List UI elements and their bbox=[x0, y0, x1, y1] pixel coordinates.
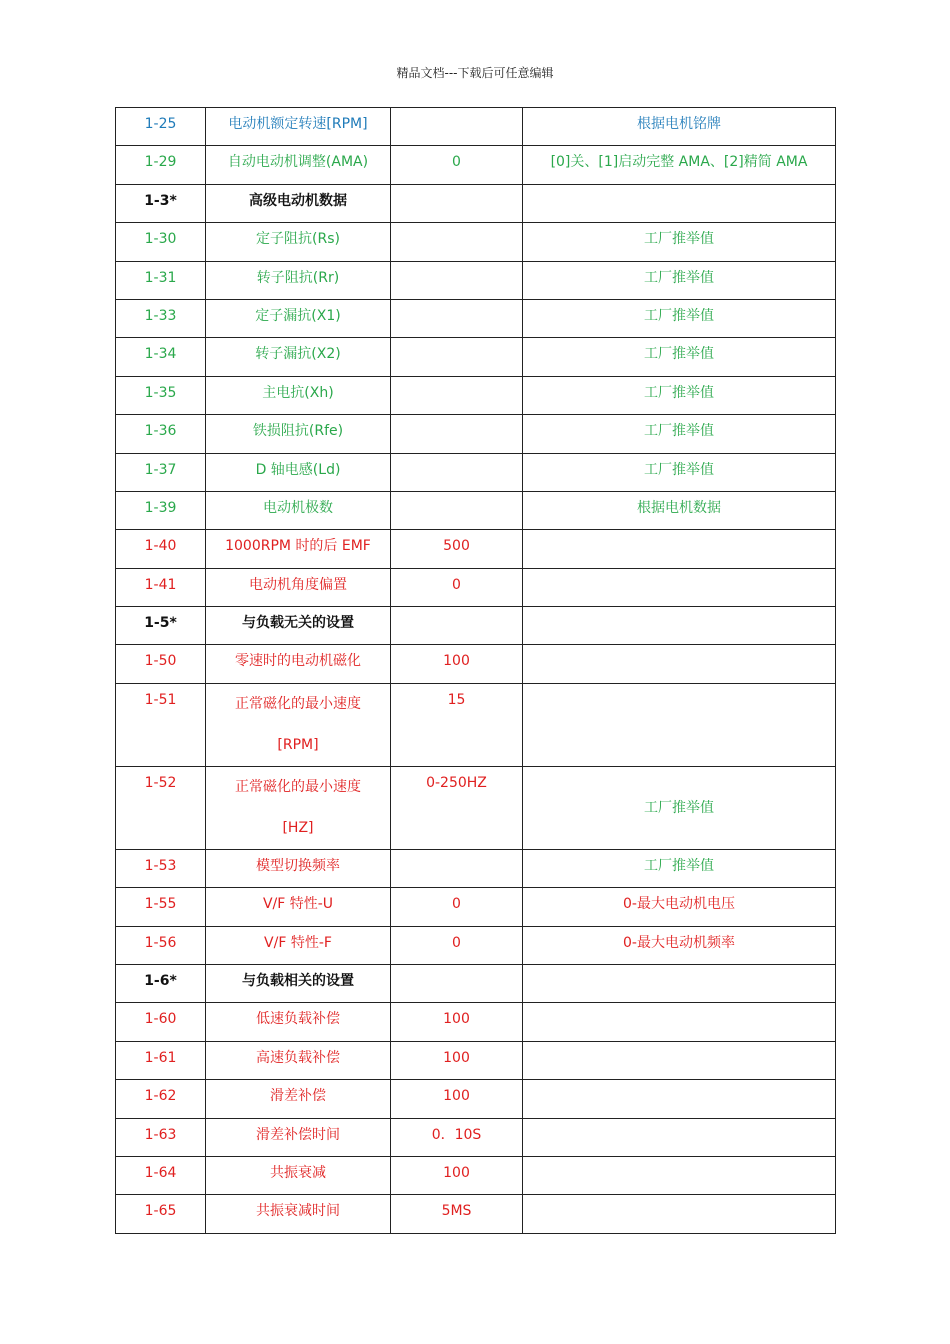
code-text: 1-62 bbox=[144, 1088, 177, 1105]
value-text bbox=[391, 965, 522, 971]
value-text: 0．10S bbox=[431, 1126, 482, 1143]
range-cell bbox=[523, 108, 836, 146]
name2-text: [RPM] bbox=[277, 736, 319, 753]
range-cell bbox=[523, 1156, 836, 1194]
name-text: 自动电动机调整(AMA) bbox=[227, 154, 369, 171]
code-cell bbox=[116, 965, 206, 1003]
name-text: 正常磁化的最小速度 bbox=[235, 778, 361, 795]
code-text: 1-51 bbox=[144, 691, 177, 708]
code-cell bbox=[116, 261, 206, 299]
range-text bbox=[523, 569, 835, 575]
code-text: 1-55 bbox=[144, 896, 177, 913]
table-row bbox=[116, 1118, 836, 1156]
value-text bbox=[391, 108, 522, 114]
value-cell bbox=[391, 184, 523, 222]
table-row bbox=[116, 491, 836, 529]
value-text: 0 bbox=[452, 934, 461, 951]
value-cell bbox=[391, 1118, 523, 1156]
table-row bbox=[116, 338, 836, 376]
code-cell bbox=[116, 926, 206, 964]
page-header: 精品文档---下载后可任意编辑 bbox=[396, 66, 554, 80]
range-text: 0-最大电动机频率 bbox=[623, 934, 735, 951]
code-text: 1-6* bbox=[144, 973, 177, 990]
value-cell bbox=[391, 766, 523, 849]
code-text: 1-30 bbox=[144, 231, 177, 248]
value-cell bbox=[391, 376, 523, 414]
code-cell bbox=[116, 1118, 206, 1156]
name-cell bbox=[206, 766, 391, 849]
value-text bbox=[391, 377, 522, 383]
name-cell bbox=[206, 376, 391, 414]
table-row bbox=[116, 184, 836, 222]
table-row bbox=[116, 1041, 836, 1079]
range-cell bbox=[523, 888, 836, 926]
range-text: 工厂推举值 bbox=[644, 423, 714, 440]
code-cell bbox=[116, 184, 206, 222]
value-cell bbox=[391, 1195, 523, 1233]
value-cell bbox=[391, 849, 523, 887]
value-text bbox=[391, 262, 522, 268]
value-text: 100 bbox=[443, 1011, 470, 1028]
range-text bbox=[523, 1157, 835, 1163]
range-cell bbox=[523, 568, 836, 606]
code-text: 1-5* bbox=[144, 615, 177, 632]
range-text bbox=[523, 1042, 835, 1048]
code-cell bbox=[116, 568, 206, 606]
code-text: 1-34 bbox=[144, 346, 177, 363]
code-text: 1-64 bbox=[144, 1164, 177, 1181]
value-text bbox=[391, 338, 522, 344]
table-row bbox=[116, 607, 836, 645]
value-cell bbox=[391, 568, 523, 606]
code-text: 1-25 bbox=[144, 116, 177, 132]
code-cell bbox=[116, 849, 206, 887]
table-row bbox=[116, 261, 836, 299]
range-cell bbox=[523, 849, 836, 887]
value-cell bbox=[391, 1080, 523, 1118]
code-text: 1-56 bbox=[144, 934, 177, 951]
name-cell bbox=[206, 1118, 391, 1156]
range-cell bbox=[523, 683, 836, 766]
range-text: 工厂推举值 bbox=[644, 857, 714, 874]
table-row bbox=[116, 965, 836, 1003]
value-cell bbox=[391, 1003, 523, 1041]
value-text bbox=[391, 300, 522, 306]
name-text: 滑差补偿时间 bbox=[256, 1126, 340, 1143]
name-cell bbox=[206, 683, 391, 766]
table-row bbox=[116, 1156, 836, 1194]
code-cell bbox=[116, 645, 206, 683]
value-cell bbox=[391, 453, 523, 491]
range-cell bbox=[523, 184, 836, 222]
name-cell bbox=[206, 1080, 391, 1118]
code-text: 1-29 bbox=[144, 154, 177, 171]
value-text: 0-250HZ bbox=[426, 774, 487, 791]
name-text: 与负载无关的设置 bbox=[242, 615, 354, 632]
range-text bbox=[523, 185, 835, 191]
range-cell bbox=[523, 1195, 836, 1233]
code-cell bbox=[116, 766, 206, 849]
table-row bbox=[116, 1080, 836, 1118]
range-cell bbox=[523, 1041, 836, 1079]
code-cell bbox=[116, 108, 206, 146]
name-text: 与负载相关的设置 bbox=[242, 973, 354, 990]
range-text bbox=[523, 1195, 835, 1201]
name-text: 零速时的电动机磁化 bbox=[235, 653, 361, 670]
table-row bbox=[116, 568, 836, 606]
range-cell bbox=[523, 376, 836, 414]
code-cell bbox=[116, 338, 206, 376]
code-text: 1-35 bbox=[144, 384, 177, 401]
code-text: 1-50 bbox=[144, 653, 177, 670]
code-cell bbox=[116, 223, 206, 261]
value-text bbox=[391, 454, 522, 460]
value-text: 100 bbox=[443, 1049, 470, 1066]
range-cell bbox=[523, 1003, 836, 1041]
table-row bbox=[116, 415, 836, 453]
value-cell bbox=[391, 607, 523, 645]
value-cell bbox=[391, 1156, 523, 1194]
name-cell bbox=[206, 1156, 391, 1194]
value-cell bbox=[391, 299, 523, 337]
name-cell bbox=[206, 1195, 391, 1233]
name-text: 电动机角度偏置 bbox=[249, 576, 347, 593]
value-text bbox=[391, 223, 522, 229]
name-text: 滑差补偿 bbox=[270, 1088, 326, 1105]
table-row bbox=[116, 1195, 836, 1233]
code-text: 1-3* bbox=[144, 192, 177, 209]
value-cell bbox=[391, 261, 523, 299]
code-cell bbox=[116, 530, 206, 568]
name-text: V/F 特性-F bbox=[264, 934, 332, 951]
value-text bbox=[391, 492, 522, 498]
value-cell bbox=[391, 1041, 523, 1079]
table-row bbox=[116, 223, 836, 261]
range-text bbox=[523, 530, 835, 536]
name-cell bbox=[206, 530, 391, 568]
name-text: 共振衰减时间 bbox=[256, 1203, 340, 1220]
value-cell bbox=[391, 926, 523, 964]
name-text: 电动机极数 bbox=[263, 499, 333, 516]
name-cell bbox=[206, 338, 391, 376]
range-text: 根据电机数据 bbox=[637, 499, 721, 516]
range-cell bbox=[523, 453, 836, 491]
value-cell bbox=[391, 888, 523, 926]
name-cell bbox=[206, 146, 391, 184]
name-cell bbox=[206, 261, 391, 299]
code-text: 1-33 bbox=[144, 307, 177, 324]
range-text: 0-最大电动机电压 bbox=[623, 896, 735, 913]
name-cell bbox=[206, 108, 391, 146]
range-text bbox=[523, 1119, 835, 1125]
value-text bbox=[391, 415, 522, 421]
name2-text: [HZ] bbox=[282, 819, 314, 836]
range-cell bbox=[523, 965, 836, 1003]
name-text: 转子阻抗(Rr) bbox=[256, 269, 340, 286]
table-row bbox=[116, 766, 836, 849]
range-cell bbox=[523, 1118, 836, 1156]
value-text bbox=[391, 850, 522, 856]
code-cell bbox=[116, 415, 206, 453]
code-cell bbox=[116, 491, 206, 529]
table-row bbox=[116, 146, 836, 184]
code-text: 1-65 bbox=[144, 1203, 177, 1220]
range-text: 工厂推举值 bbox=[644, 799, 714, 816]
code-cell bbox=[116, 146, 206, 184]
name-cell bbox=[206, 888, 391, 926]
table-row bbox=[116, 108, 836, 146]
name-text: 共振衰减 bbox=[270, 1164, 326, 1181]
name-cell bbox=[206, 491, 391, 529]
value-cell bbox=[391, 108, 523, 146]
code-text: 1-37 bbox=[144, 461, 177, 478]
range-cell bbox=[523, 415, 836, 453]
name-text: 高级电动机数据 bbox=[249, 192, 347, 209]
range-cell bbox=[523, 299, 836, 337]
table-row bbox=[116, 530, 836, 568]
name-text: 电动机额定转速[RPM] bbox=[228, 116, 368, 132]
value-text: 100 bbox=[443, 1164, 470, 1181]
table-row bbox=[116, 849, 836, 887]
range-text bbox=[523, 1080, 835, 1086]
name-cell bbox=[206, 1041, 391, 1079]
code-text: 1-61 bbox=[144, 1049, 177, 1066]
name-cell bbox=[206, 965, 391, 1003]
parameter-table bbox=[115, 107, 836, 1234]
range-text: 工厂推举值 bbox=[644, 231, 714, 248]
value-cell bbox=[391, 491, 523, 529]
value-text: 500 bbox=[443, 538, 470, 555]
value-text: 0 bbox=[452, 154, 461, 171]
value-cell bbox=[391, 146, 523, 184]
range-cell bbox=[523, 146, 836, 184]
name-cell bbox=[206, 645, 391, 683]
name-text: V/F 特性-U bbox=[262, 896, 334, 913]
name-cell bbox=[206, 223, 391, 261]
name-text: 模型切换频率 bbox=[256, 857, 340, 874]
table-row bbox=[116, 453, 836, 491]
name-cell bbox=[206, 607, 391, 645]
value-cell bbox=[391, 530, 523, 568]
name-cell bbox=[206, 1003, 391, 1041]
code-text: 1-31 bbox=[144, 269, 177, 286]
range-text bbox=[523, 607, 835, 613]
code-cell bbox=[116, 1156, 206, 1194]
code-text: 1-41 bbox=[144, 576, 177, 593]
name-cell bbox=[206, 299, 391, 337]
code-cell bbox=[116, 1041, 206, 1079]
value-text bbox=[391, 607, 522, 613]
range-cell bbox=[523, 530, 836, 568]
table-row bbox=[116, 376, 836, 414]
table-row bbox=[116, 645, 836, 683]
range-text: 根据电机铭牌 bbox=[637, 116, 721, 132]
range-cell bbox=[523, 338, 836, 376]
range-cell bbox=[523, 645, 836, 683]
name-text: 主电抗(Xh) bbox=[262, 384, 334, 401]
name-text: 正常磁化的最小速度 bbox=[235, 695, 361, 712]
range-text: 工厂推举值 bbox=[644, 461, 714, 478]
range-text: 工厂推举值 bbox=[644, 384, 714, 401]
code-cell bbox=[116, 1080, 206, 1118]
code-cell bbox=[116, 299, 206, 337]
range-cell bbox=[523, 607, 836, 645]
value-text bbox=[391, 185, 522, 191]
name-cell bbox=[206, 453, 391, 491]
range-cell bbox=[523, 1080, 836, 1118]
table-row bbox=[116, 888, 836, 926]
code-text: 1-60 bbox=[144, 1011, 177, 1028]
name-text: D 轴电感(Ld) bbox=[255, 461, 341, 478]
value-text: 100 bbox=[443, 1088, 470, 1105]
range-text: [0]关、[1]启动完整 AMA、[2]精简 AMA bbox=[550, 154, 808, 171]
name-text: 定子阻抗(Rs) bbox=[256, 231, 340, 248]
range-text: 工厂推举值 bbox=[644, 307, 714, 324]
name-text: 铁损阻抗(Rfe) bbox=[252, 423, 344, 440]
name-text: 低速负载补偿 bbox=[256, 1011, 340, 1028]
code-text: 1-52 bbox=[144, 774, 177, 791]
range-text bbox=[523, 645, 835, 651]
name-text: 转子漏抗(X2) bbox=[255, 346, 341, 363]
name-cell bbox=[206, 926, 391, 964]
value-cell bbox=[391, 683, 523, 766]
range-cell bbox=[523, 926, 836, 964]
name-text: 1000RPM 时的后 EMF bbox=[225, 538, 371, 555]
code-cell bbox=[116, 683, 206, 766]
value-cell bbox=[391, 338, 523, 376]
code-cell bbox=[116, 607, 206, 645]
parameter-table-body bbox=[116, 108, 836, 1234]
range-cell bbox=[523, 223, 836, 261]
code-text: 1-63 bbox=[144, 1126, 177, 1143]
range-text: 工厂推举值 bbox=[644, 346, 714, 363]
table-row bbox=[116, 926, 836, 964]
value-text: 0 bbox=[452, 896, 461, 913]
code-text: 1-39 bbox=[144, 499, 177, 516]
code-cell bbox=[116, 453, 206, 491]
name-text: 高速负载补偿 bbox=[256, 1049, 340, 1066]
range-text: 工厂推举值 bbox=[644, 269, 714, 286]
value-text: 5MS bbox=[441, 1203, 472, 1220]
name-cell bbox=[206, 184, 391, 222]
code-text: 1-40 bbox=[144, 538, 177, 555]
name-cell bbox=[206, 415, 391, 453]
value-cell bbox=[391, 415, 523, 453]
code-text: 1-36 bbox=[144, 423, 177, 440]
range-cell bbox=[523, 261, 836, 299]
value-cell bbox=[391, 965, 523, 1003]
value-text: 100 bbox=[443, 653, 470, 670]
name-text: 定子漏抗(X1) bbox=[255, 307, 341, 324]
range-cell bbox=[523, 491, 836, 529]
value-text: 0 bbox=[452, 576, 461, 593]
range-text bbox=[523, 965, 835, 971]
value-text: 15 bbox=[447, 691, 466, 708]
code-cell bbox=[116, 888, 206, 926]
code-text: 1-53 bbox=[144, 857, 177, 874]
range-text bbox=[523, 1003, 835, 1009]
table-row bbox=[116, 1003, 836, 1041]
value-cell bbox=[391, 223, 523, 261]
table-row bbox=[116, 299, 836, 337]
name-cell bbox=[206, 849, 391, 887]
code-cell bbox=[116, 1195, 206, 1233]
name-cell bbox=[206, 568, 391, 606]
code-cell bbox=[116, 376, 206, 414]
value-cell bbox=[391, 645, 523, 683]
range-cell bbox=[523, 766, 836, 849]
table-row bbox=[116, 683, 836, 766]
code-cell bbox=[116, 1003, 206, 1041]
